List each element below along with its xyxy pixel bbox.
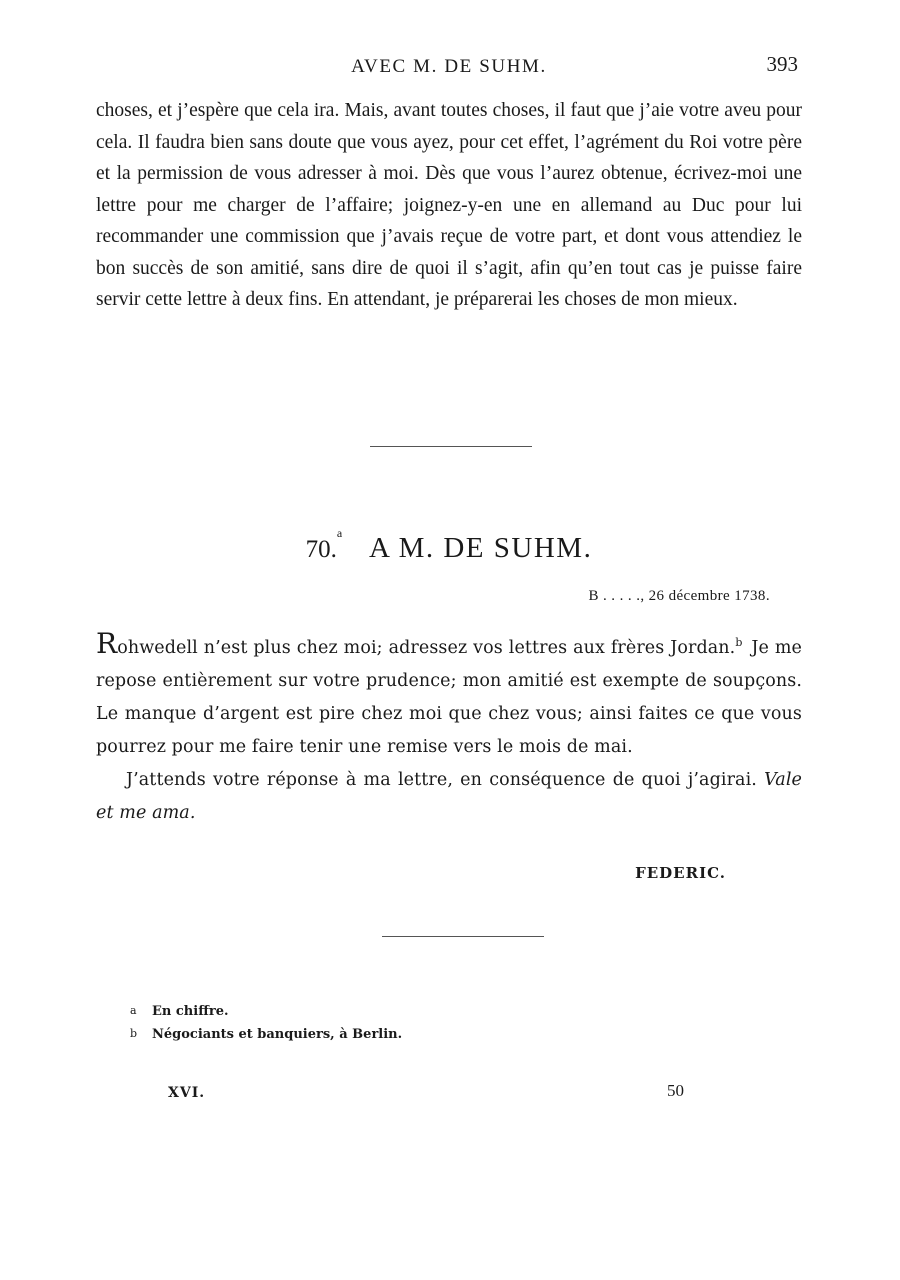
letter-dateline: B . . . . ., 26 décembre 1738. — [588, 588, 770, 604]
footnote-ref-b: b — [735, 636, 743, 650]
letter-paragraph-2-latin: Vale et me ama. — [96, 770, 802, 823]
footnotes — [130, 1000, 730, 1046]
letter-addressee: A M. DE SUHM. — [368, 532, 593, 564]
letter-number — [305, 526, 343, 563]
printer-signature-mark: XVI. — [168, 1085, 206, 1101]
letter-number-value: 70. — [305, 536, 337, 563]
letter-number-note: a — [336, 526, 343, 540]
letter-heading — [96, 526, 802, 565]
drop-cap: R — [96, 627, 118, 660]
section-divider-rule — [370, 446, 532, 447]
letter-signature: FEDERIC. — [635, 864, 726, 882]
letter-paragraph-2 — [96, 764, 802, 830]
page-number: 393 — [766, 52, 798, 76]
letter-body — [96, 627, 803, 830]
footnote-a — [130, 1000, 730, 1023]
footnote-marker: b — [130, 1027, 138, 1040]
footnote-text: Négociants et banquiers, à Berlin. — [152, 1027, 403, 1042]
footnote-marker: a — [130, 1004, 137, 1017]
letter-paragraph-1-part-1: ohwedell n’est plus chez moi; adressez vos lettres aux frères Jordan. — [117, 638, 736, 658]
letter-paragraph-1-part-2: Je me repose entièrement sur votre prudence; mon amitié est exempte de soupçons. Le manque d’argent est pire chez moi que chez vous; ainsi faites ce que vous pourrez pour me faire tenir une remise vers le mois de mai. — [96, 638, 803, 757]
running-header — [96, 52, 802, 86]
continued-letter-text — [96, 95, 802, 316]
letter-paragraph-2-text: J’attends votre réponse à ma lettre, en conséquence de quoi j’agirai. — [126, 770, 757, 790]
footnote-divider-rule — [382, 936, 544, 937]
running-title: AVEC M. DE SUHM. — [351, 56, 547, 77]
letter-paragraph-1 — [96, 627, 803, 764]
footnote-b — [130, 1023, 730, 1046]
continued-paragraph: choses, et j’espère que cela ira. Mais, avant toutes choses, il faut que j’aie votre aveu pour cela. Il faudra bien sans doute que vous ayez, pour cet effet, l’agrément du Roi votre père et la permission de vous adresser à moi. Dès que vous l’aurez obtenue, écrivez-moi une lettre pour me charger de l’affaire; joignez-y-en une en allemand au Duc pour lui recommander une commission que j’avais reçue de votre part, et dont vous attendiez le bon succès de son amitié, sans dire de quoi il s’agit, afin qu’en tout cas je puisse faire servir cette lettre à deux fins. En attendant, je préparerai les choses de mon mieux. — [96, 100, 802, 310]
footnote-text: En chiffre. — [152, 1004, 229, 1019]
sheet-number: 50 — [667, 1081, 684, 1100]
